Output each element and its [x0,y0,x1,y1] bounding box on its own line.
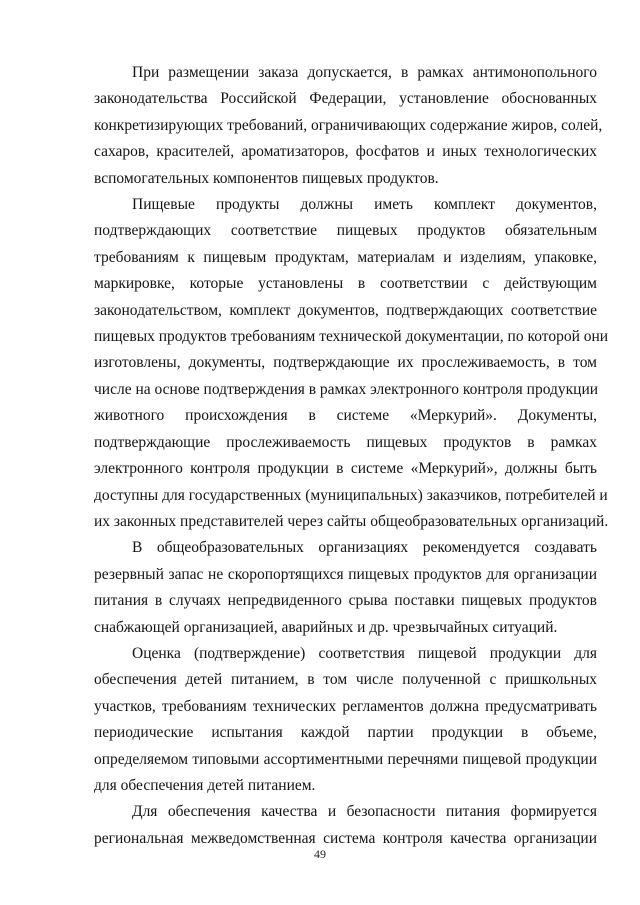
text-line: изготовлены, документы, подтверждающие их прослеживаемость, в том [94,354,597,372]
text-line: законодательства Российской Федерации, установление обоснованных [94,90,597,108]
text-line: Оценка (подтверждение) соответствия пищевой продукции для [132,644,597,662]
text-line: подтверждающие прослеживаемость пищевых продуктов в рамках [94,433,597,451]
page-number: 49 [314,847,326,861]
text-line: конкретизирующих требований, ограничивающих содержание жиров, солей, [94,116,603,134]
text-line: подтверждающих соответствие пищевых продуктов обязательным [94,222,597,240]
paragraph [94,192,609,535]
document-body [94,60,609,852]
text-line: В общеобразовательных организациях рекомендуется создавать [132,539,597,557]
paragraph [94,799,597,852]
text-line: требованиям к пищевым продуктам, материалам и изделиям, упаковке, [94,248,597,266]
text-line: доступны для государственных (муниципальных) заказчиков, потребителей и [94,486,608,504]
text-line: снабжающей организацией, аварийных и др. чрезвычайных ситуаций. [94,618,558,636]
text-line: обеспечения детей питанием, в том числе полученной с пришкольных [94,671,597,689]
text-line: вспомогательных компонентов пищевых продуктов. [94,169,439,187]
text-line: электронного контроля продукции в системе «Меркурий», должны быть [94,460,597,478]
text-line: законодательством, комплект документов, подтверждающих соответствие [94,301,597,319]
text-line: участков, требованиям технических регламентов должна предусматривать [94,697,597,715]
paragraph [94,60,603,192]
text-line: питания в случаях непредвиденного срыва поставки пищевых продуктов [94,592,597,610]
text-line: резервный запас не скоропортящихся пищевых продуктов для организации [94,565,597,583]
paragraph [94,641,597,799]
text-line: Пищевые продукты должны иметь комплект документов, [132,196,597,214]
text-line: пищевых продуктов требованиям технической документации, по которой они [94,328,609,346]
text-line: Для обеспечения качества и безопасности питания формируется [132,803,597,821]
paragraph [94,535,597,641]
text-line: сахаров, красителей, ароматизаторов, фосфатов и иных технологических [94,143,597,161]
text-line: для обеспечения детей питанием. [94,776,316,794]
text-line: числе на основе подтверждения в рамках электронного контроля продукции [94,380,599,398]
text-line: их законных представителей через сайты общеобразовательных организаций. [94,512,609,530]
text-line: периодические испытания каждой партии продукции в объеме, [94,724,597,742]
text-line: определяемом типовыми ассортиментными перечнями пищевой продукции [94,750,597,768]
text-line: маркировке, которые установлены в соответствии с действующим [94,275,597,293]
text-line: региональная межведомственная система контроля качества организации [94,829,597,847]
text-line: животного происхождения в системе «Меркурий». Документы, [94,407,597,425]
text-line: При размещении заказа допускается, в рамках антимонопольного [132,64,597,81]
